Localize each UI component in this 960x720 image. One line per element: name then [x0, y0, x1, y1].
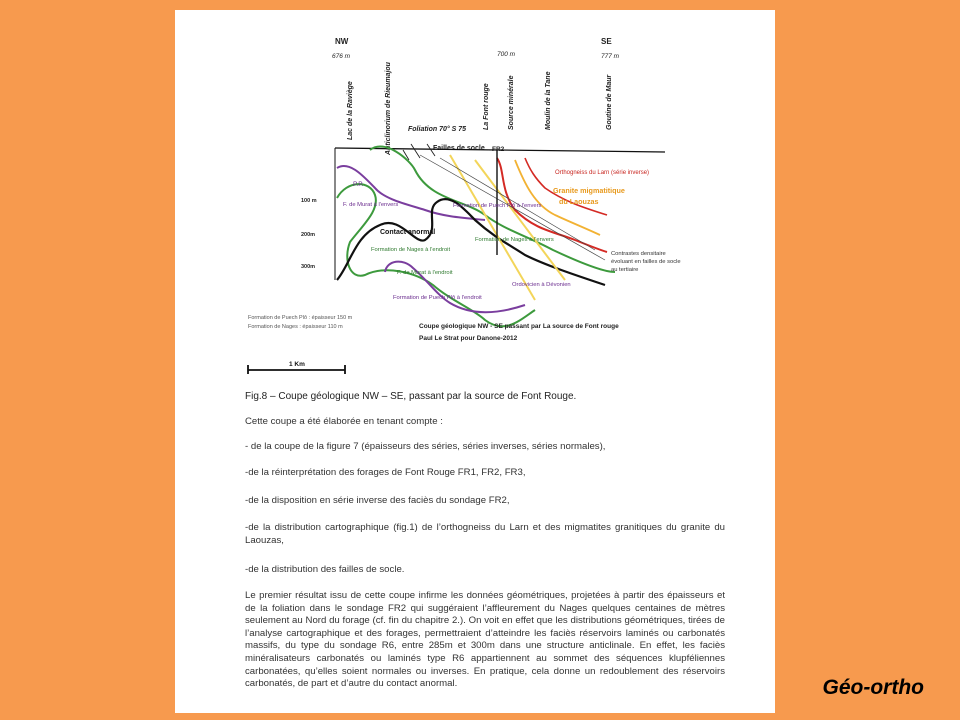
- legend-puech: Formation de Puech Plô : épaisseur 150 m: [248, 315, 353, 321]
- foliation-label: Foliation 70° S 75: [408, 126, 467, 133]
- label-goutine-maur: Goutine de Maur: [606, 74, 613, 130]
- purple-fold-1: [337, 166, 485, 220]
- figure-title: Coupe géologique NW - SE passant par La source de Font rouge: [419, 323, 619, 330]
- unit-puech-endroit: Formation de Puech Plô à l'endroit: [393, 295, 482, 301]
- unit-granite-2: du Laouzas: [559, 197, 599, 206]
- nw-label: NW: [335, 37, 349, 46]
- unit-contact-anormal: Contact anormal: [380, 229, 436, 236]
- unit-contrastes-1: Contrastes densitaire: [611, 251, 666, 257]
- se-label: SE: [601, 37, 612, 46]
- figure-author: Paul Le Strat pour Danone-2012: [419, 335, 518, 342]
- depth-200: 200m: [301, 232, 316, 238]
- elevation-mid: 700 m: [497, 51, 516, 58]
- elevation-se: 777 m: [601, 53, 620, 60]
- foliation-marks: [403, 144, 435, 160]
- figure-caption: Fig.8 – Coupe géologique NW – SE, passant par la source de Font Rouge.: [245, 391, 577, 402]
- depth-100: 100 m: [301, 198, 317, 204]
- depth-300: 300m: [301, 264, 316, 270]
- scale-label: 1 Km: [289, 361, 305, 368]
- label-anticlinorium: Anticlinorium de Rieumajou: [385, 62, 392, 155]
- paragraph-item-3: -de la disposition en série inverse des faciès du sondage FR2,: [245, 495, 510, 506]
- unit-nages-envers: Formation de Nages à l'envers: [475, 237, 554, 243]
- legend-nages: Formation de Nages : épaisseur 110 m: [248, 324, 343, 330]
- unit-contrastes-3: au tertiaire: [611, 267, 639, 273]
- unit-murat-envers: F. de Murat à l'envers: [343, 202, 399, 208]
- unit-nages-endroit: Formation de Nages à l'endroit: [371, 247, 451, 253]
- geological-cross-section: [175, 10, 775, 390]
- label-font-rouge: La Font rouge: [483, 83, 490, 130]
- elevation-nw: 676 m: [332, 53, 351, 60]
- paragraph-item-5: -de la distribution des failles de socle.: [245, 564, 405, 575]
- paragraph-item-4: -de la distribution cartographique (fig.1) de l’orthogneiss du Larn et des migmatites granitiques du granite du Laouzas,: [245, 522, 725, 546]
- unit-contrastes-2: évoluant en failles de socle: [611, 259, 681, 265]
- paragraph-item-1: - de la coupe de la figure 7 (épaisseurs des séries, séries inverses, séries normales),: [245, 441, 606, 452]
- brand-logo-text: Géo-ortho: [822, 676, 924, 699]
- document-page: [175, 10, 775, 713]
- unit-puech-envers: Formation de Puech Plô à l'envers: [453, 203, 542, 209]
- unit-ordovicien: Ordovicien à Dévonien: [512, 282, 571, 288]
- unit-orthogneiss: Orthogneiss du Larn (série inverse): [555, 170, 650, 176]
- label-lac-raviege: Lac de la Raviège: [347, 81, 354, 140]
- green-fold-1: [370, 147, 615, 272]
- fr2-label: FR2: [492, 146, 505, 153]
- paragraph-item-2: -de la réinterprétation des forages de Font Rouge FR1, FR2, FR3,: [245, 467, 526, 478]
- unit-murat-endroit: F. de Murat à l'endroit: [397, 270, 453, 276]
- failles-label: Failles de socle: [433, 145, 485, 152]
- black-contact-anormal: [337, 199, 605, 285]
- label-source-minerale: Source minérale: [508, 75, 515, 130]
- label-moulin-tane: Moulin de la Tane: [545, 71, 552, 130]
- paragraph-intro: Cette coupe a été élaborée en tenant compte :: [245, 416, 443, 427]
- unit-pp: P.P.: [353, 181, 364, 188]
- paragraph-result: Le premier résultat issu de cette coupe infirme les données géométriques, projetées à partir des épaisseurs et de la foliation dans le sondage FR2 qui suggéraient l’affleurement du Nages quelques centaines de mètres seulement au Nord du forage (cf. fin du chapitre 2.). On voit en effet que les distributions géométriques, tirées de l’analyse cartographique et des forages, permettraient d’atteindre les faciès réservoirs laminés ou carbonatés massifs, du type du sondage R6, entre 285m et 300m dans une structure anticlinale. En effet, les faciès minéralisateurs carbonatés ou laminés type R6 appartiennent au sommet des séquences klupféliennes carbonatées, qu’elles soient normales ou inverses. En pratique, cela donne un redoublement des réservoirs carbonatés, de part et d’autre du contact anormal.: [245, 590, 725, 690]
- unit-granite-1: Granite migmatitique: [553, 186, 625, 195]
